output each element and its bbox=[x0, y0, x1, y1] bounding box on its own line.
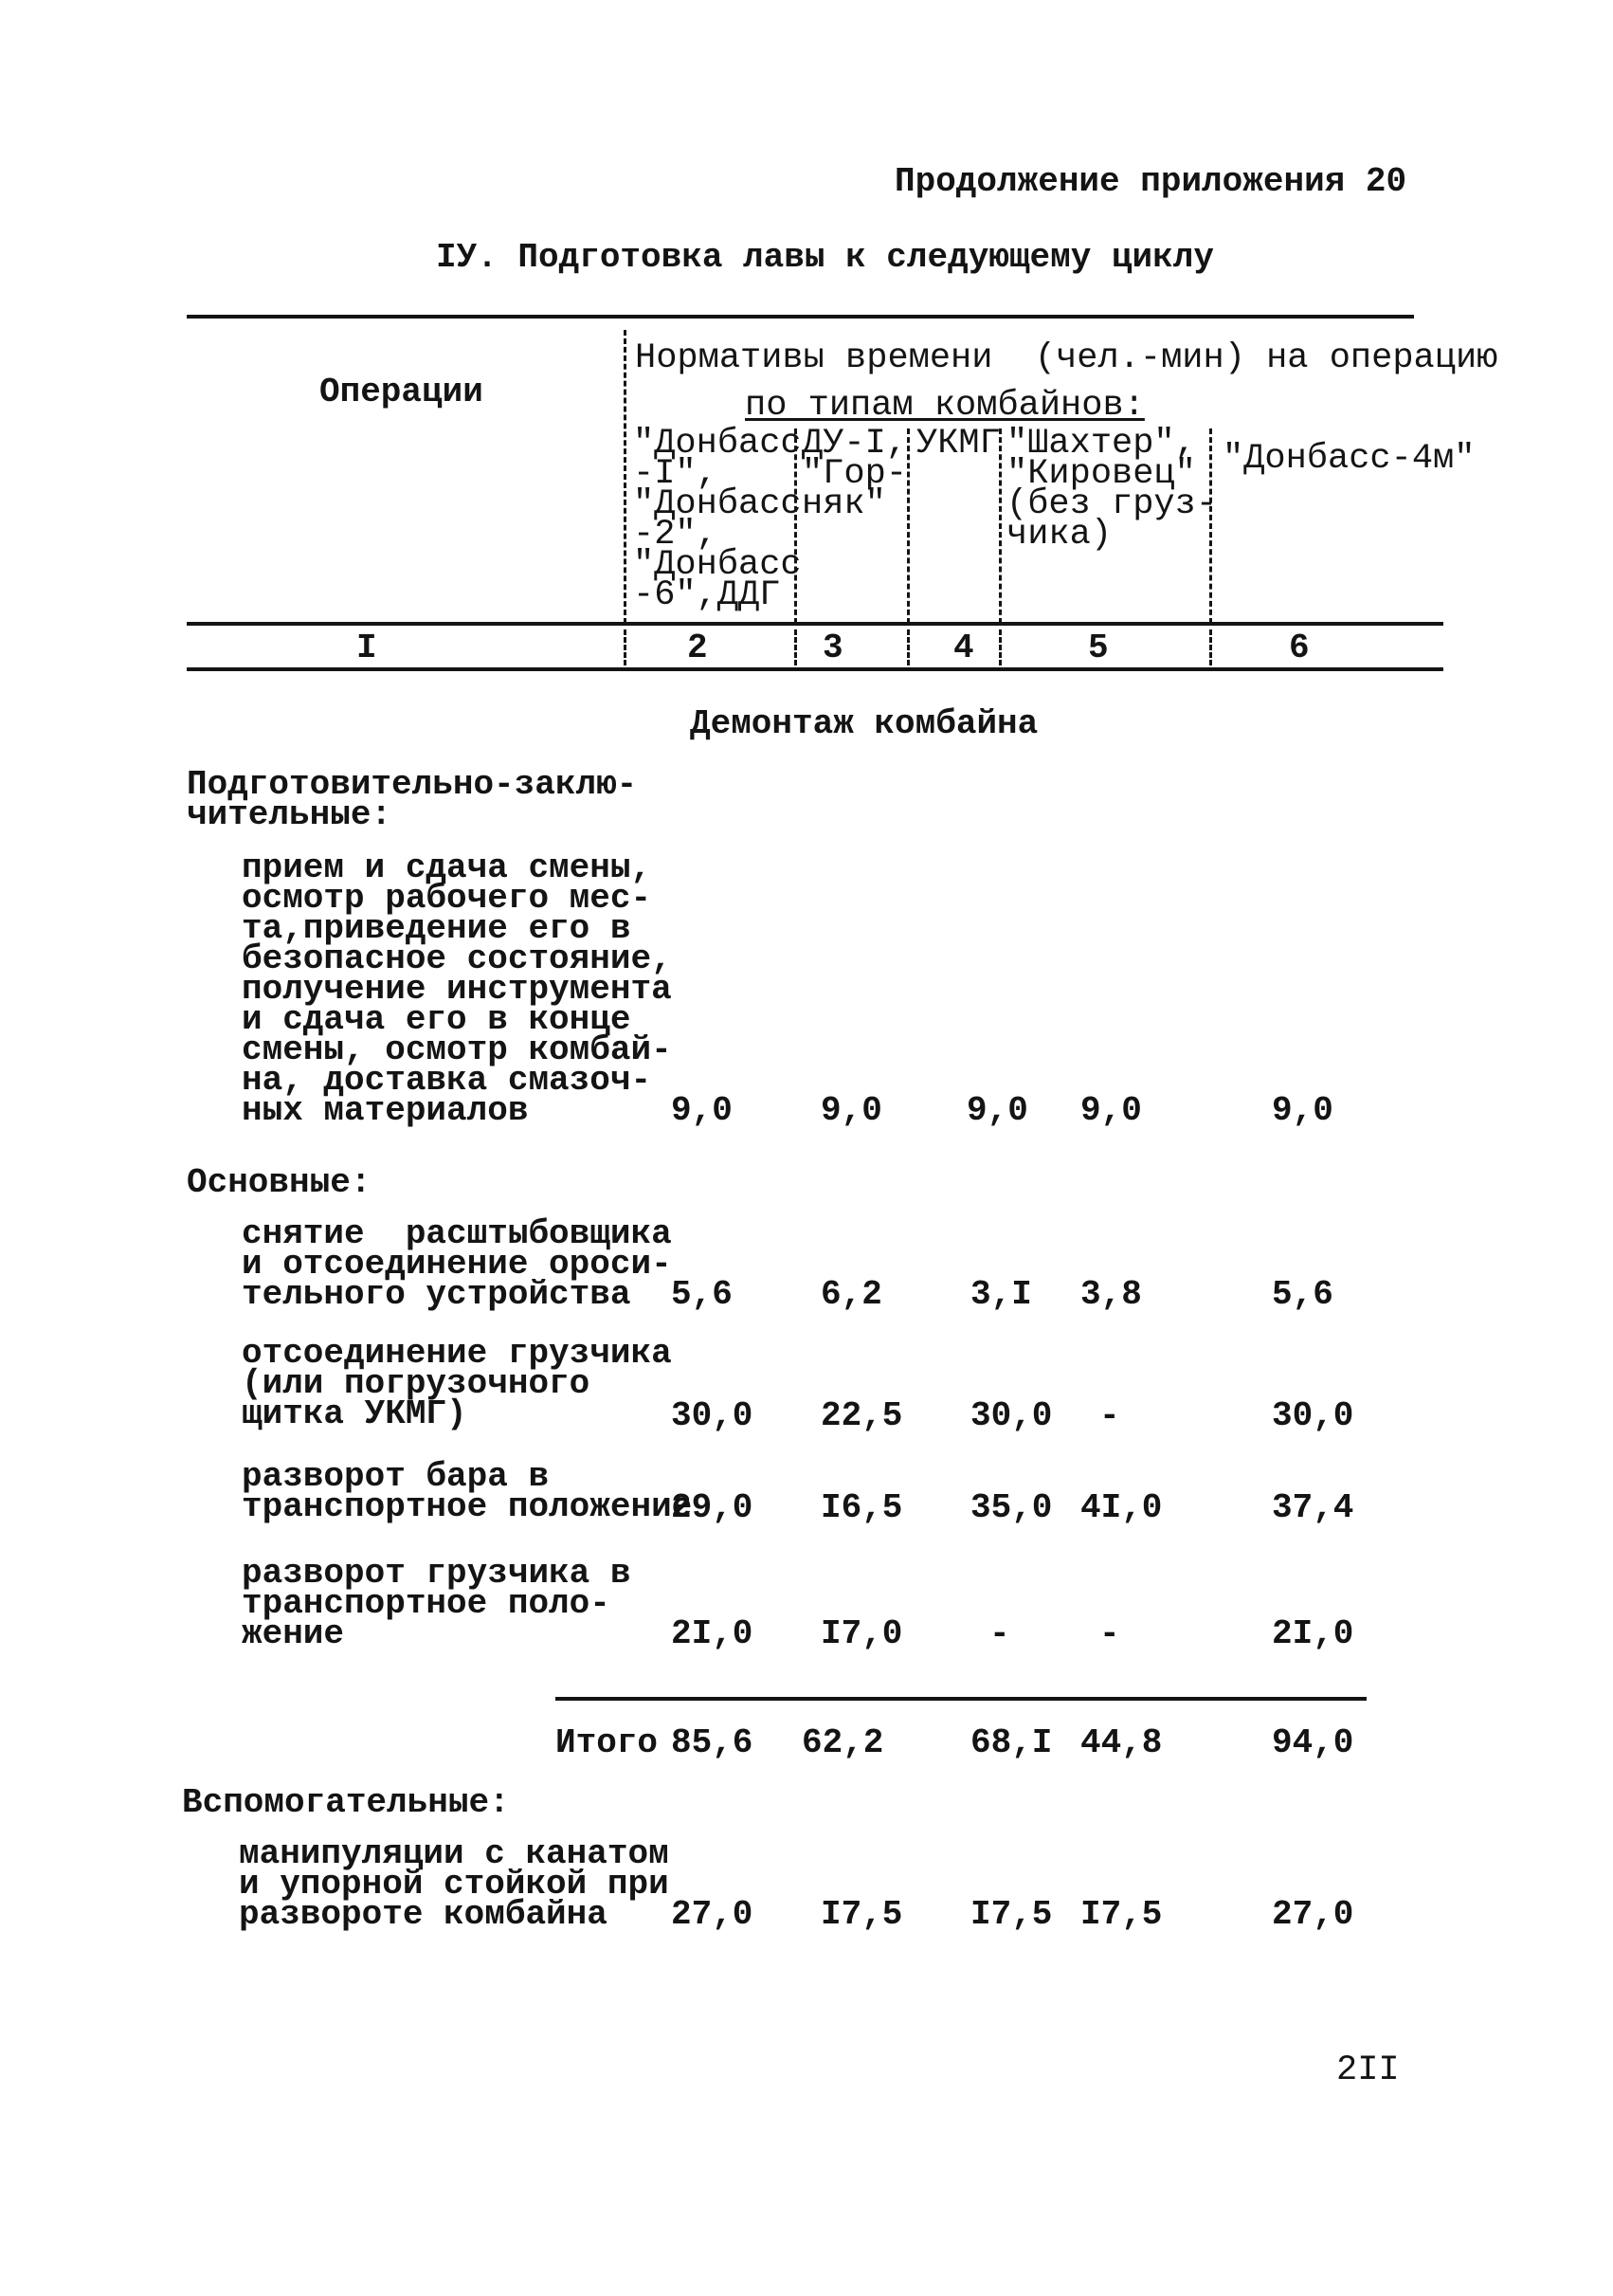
value-cell: 37,4 bbox=[1272, 1488, 1354, 1527]
column-divider bbox=[999, 428, 1002, 624]
value-cell: 22,5 bbox=[821, 1396, 903, 1435]
value-cell: 9,0 bbox=[671, 1091, 733, 1130]
col5-header: "Шахтер", "Кировец" (без груз- чика) bbox=[1006, 424, 1218, 555]
group-aux-label: Вспомогательные: bbox=[182, 1783, 510, 1822]
value-cell: 9,0 bbox=[1272, 1091, 1333, 1130]
total-value: 44,8 bbox=[1080, 1723, 1163, 1762]
value-cell: 2I,0 bbox=[671, 1614, 753, 1653]
total-value: 85,6 bbox=[671, 1723, 753, 1762]
group-main-label: Основные: bbox=[187, 1163, 372, 1202]
value-cell: 35,0 bbox=[970, 1488, 1053, 1527]
row-label: снятие расштыбовщика и отсоединение ороси- тельного устройства bbox=[242, 1214, 672, 1314]
continuation-note: Продолжение приложения 20 bbox=[895, 162, 1407, 201]
total-value: 68,I bbox=[970, 1723, 1053, 1762]
value-cell: - bbox=[1099, 1614, 1120, 1653]
value-cell: 9,0 bbox=[821, 1091, 882, 1130]
section-title: IУ. Подготовка лавы к следующему циклу bbox=[436, 238, 1214, 277]
row-label: прием и сдача смены, осмотр рабочего мес- та,приведение его в безопасное состояние, получение инструмента и сдача его в конце смены, осмотр комбай- на, доставка смазоч- ных материалов bbox=[242, 848, 672, 1130]
column-divider bbox=[794, 629, 797, 665]
subsection-title: Демонтаж комбайна bbox=[690, 704, 1039, 743]
total-label: Итого bbox=[555, 1723, 659, 1762]
col3-header: ДУ-I, "Гор- няк" bbox=[802, 424, 908, 524]
col-number-2: 2 bbox=[687, 629, 708, 667]
column-divider bbox=[1209, 428, 1212, 624]
value-cell: 9,0 bbox=[967, 1091, 1028, 1130]
column-divider bbox=[794, 428, 797, 624]
group-prep-label: Подготовительно-заклю- чительные: bbox=[187, 765, 638, 834]
total-value: 94,0 bbox=[1272, 1723, 1354, 1762]
row-label: разворот бара в транспортное положение bbox=[242, 1457, 693, 1526]
value-cell: 3,I bbox=[970, 1275, 1032, 1314]
value-cell: 6,2 bbox=[821, 1275, 882, 1314]
value-cell: I7,5 bbox=[1080, 1895, 1163, 1934]
table-top-rule bbox=[187, 315, 1414, 319]
norms-subheader: по типам комбайнов: bbox=[745, 386, 1145, 426]
col-number-1: I bbox=[356, 629, 377, 667]
value-cell: 30,0 bbox=[671, 1396, 753, 1435]
total-rule bbox=[555, 1697, 1367, 1701]
value-cell: 2I,0 bbox=[1272, 1614, 1354, 1653]
number-row-rule bbox=[187, 667, 1443, 671]
value-cell: 27,0 bbox=[1272, 1895, 1354, 1934]
value-cell: I7,0 bbox=[821, 1614, 903, 1653]
col6-header: "Донбасс-4м" bbox=[1223, 439, 1476, 479]
value-cell: 3,8 bbox=[1080, 1275, 1142, 1314]
value-cell: - bbox=[989, 1614, 1010, 1653]
value-cell: I7,5 bbox=[970, 1895, 1053, 1934]
column-divider bbox=[624, 629, 626, 665]
col4-header: УКМГ bbox=[916, 424, 1001, 464]
value-cell: 5,6 bbox=[671, 1275, 733, 1314]
row-label: разворот грузчика в транспортное поло- жение bbox=[242, 1554, 631, 1653]
column-divider bbox=[624, 330, 626, 624]
page-number: 2II bbox=[1336, 2050, 1400, 2090]
value-cell: 30,0 bbox=[1272, 1396, 1354, 1435]
value-cell: I7,5 bbox=[821, 1895, 903, 1934]
total-value: 62,2 bbox=[802, 1723, 884, 1762]
value-cell: 5,6 bbox=[1272, 1275, 1333, 1314]
value-cell: 27,0 bbox=[671, 1895, 753, 1934]
row-label: манипуляции с канатом и упорной стойкой при развороте комбайна bbox=[239, 1834, 669, 1934]
value-cell: I6,5 bbox=[821, 1488, 903, 1527]
value-cell: 9,0 bbox=[1080, 1091, 1142, 1130]
value-cell: 29,0 bbox=[671, 1488, 753, 1527]
col-number-5: 5 bbox=[1088, 629, 1109, 667]
col2-header: "Донбасс -I", "Донбасс -2", "Донбасс -6",ДДГ bbox=[633, 424, 802, 615]
column-divider bbox=[907, 428, 910, 624]
value-cell: 4I,0 bbox=[1080, 1488, 1163, 1527]
column-divider bbox=[1209, 629, 1212, 665]
row-label: отсоединение грузчика (или погрузочного щитка УКМГ) bbox=[242, 1334, 672, 1433]
header-bottom-rule bbox=[187, 622, 1443, 626]
column-divider bbox=[999, 629, 1002, 665]
col-number-3: 3 bbox=[823, 629, 843, 667]
value-cell: - bbox=[1099, 1396, 1120, 1435]
operations-header: Операции bbox=[319, 373, 483, 411]
col-number-6: 6 bbox=[1289, 629, 1310, 667]
col-number-4: 4 bbox=[953, 629, 974, 667]
column-divider bbox=[907, 629, 910, 665]
value-cell: 30,0 bbox=[970, 1396, 1053, 1435]
norms-header: Нормативы времени (чел.-мин) на операцию bbox=[635, 338, 1498, 378]
